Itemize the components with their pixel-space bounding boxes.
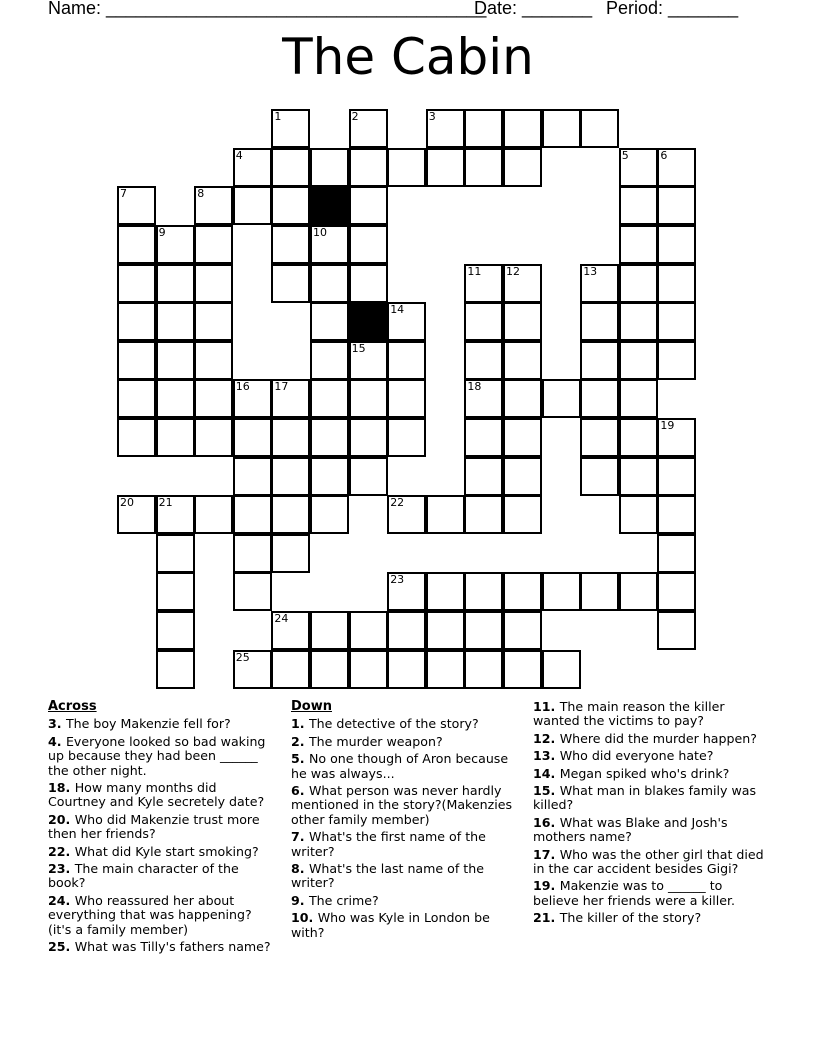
grid-cell[interactable] [580, 302, 619, 341]
grid-cell[interactable] [233, 457, 272, 496]
grid-cell[interactable] [194, 186, 233, 225]
grid-cell[interactable] [310, 225, 349, 264]
grid-cell[interactable] [657, 148, 696, 187]
grid-cell[interactable] [271, 225, 310, 264]
clue-item: 23. The main character of the book? [48, 861, 239, 891]
grid-cell[interactable] [271, 650, 310, 689]
grid-cell[interactable] [503, 302, 542, 341]
black-square [349, 302, 388, 341]
grid-cell[interactable] [271, 148, 310, 187]
clue-number: 3 [428, 110, 436, 124]
grid-cell[interactable] [194, 495, 233, 534]
grid-cell[interactable] [156, 302, 195, 341]
grid-cell[interactable] [387, 418, 426, 457]
grid-cell[interactable] [619, 186, 658, 225]
clue-number: 24 [274, 612, 289, 625]
grid-cell[interactable] [117, 302, 156, 341]
grid-cell[interactable] [657, 302, 696, 341]
grid-cell[interactable] [657, 341, 696, 380]
grid-cell[interactable] [503, 418, 542, 457]
grid-cell[interactable] [464, 264, 503, 303]
grid-cell[interactable] [464, 611, 503, 650]
clue-number: 17 [274, 380, 289, 394]
clue-number: 12 [506, 264, 520, 278]
grid-cell[interactable] [619, 379, 658, 418]
clue-item: 25. What was Tilly's fathers name? [48, 939, 271, 955]
clue-item: 7. What's the first name of the writer? [291, 829, 486, 859]
down-clues [291, 700, 519, 943]
down-heading: Down [291, 699, 332, 714]
clue-number: 25 [235, 650, 250, 664]
grid-cell[interactable] [156, 225, 195, 264]
grid-cell[interactable] [387, 650, 426, 689]
grid-cell[interactable] [426, 572, 465, 611]
grid-cell[interactable] [233, 534, 272, 573]
grid-cell[interactable] [349, 109, 388, 148]
grid-cell[interactable] [156, 495, 195, 534]
clue-item: 9. The crime? [291, 892, 379, 908]
grid-cell[interactable] [580, 572, 619, 611]
grid-cell[interactable] [117, 186, 156, 225]
grid-cell[interactable] [503, 495, 542, 534]
grid-cell[interactable] [233, 379, 272, 418]
grid-cell[interactable] [117, 418, 156, 457]
grid-cell[interactable] [503, 572, 542, 611]
grid-cell[interactable] [194, 418, 233, 457]
grid-cell[interactable] [156, 572, 195, 611]
grid-cell[interactable] [271, 495, 310, 534]
clue-item: 24. Who reassured her about everything that was happening? (it's a family member) [48, 892, 252, 937]
grid-cell[interactable] [426, 611, 465, 650]
across-heading: Across [48, 699, 97, 714]
grid-cell[interactable] [271, 534, 310, 573]
clue-number: 6 [660, 148, 668, 162]
period-field-label[interactable]: Period: _______ [606, 0, 739, 18]
grid-cell[interactable] [233, 572, 272, 611]
grid-cell[interactable] [194, 341, 233, 380]
grid-cell[interactable] [580, 457, 619, 496]
grid-cell[interactable] [349, 457, 388, 496]
clue-item: 12. Where did the murder happen? [533, 730, 757, 746]
grid-cell[interactable] [464, 457, 503, 496]
grid-cell[interactable] [619, 572, 658, 611]
grid-cell[interactable] [156, 611, 195, 650]
clue-item: 6. What person was never hardly mentioned in the story?(Makenzies other family member) [291, 783, 513, 827]
grid-cell[interactable] [464, 650, 503, 689]
grid-cell[interactable] [271, 186, 310, 225]
grid-cell[interactable] [464, 418, 503, 457]
grid-cell[interactable] [387, 572, 426, 611]
grid-cell[interactable] [310, 302, 349, 341]
grid-cell[interactable] [194, 379, 233, 418]
clue-number: 7 [120, 187, 127, 201]
grid-cell[interactable] [503, 148, 542, 187]
grid-cell[interactable] [426, 650, 465, 689]
grid-cell[interactable] [349, 418, 388, 457]
grid-cell[interactable] [580, 109, 619, 148]
grid-cell[interactable] [619, 457, 658, 496]
grid-cell[interactable] [233, 418, 272, 457]
clue-number: 14 [390, 303, 405, 317]
grid-cell[interactable] [657, 418, 696, 457]
clue-item: 10. Who was Kyle in London be with? [291, 910, 490, 940]
grid-cell[interactable] [619, 418, 658, 457]
grid-cell[interactable] [387, 379, 426, 418]
grid-cell[interactable] [310, 341, 349, 380]
grid-cell[interactable] [387, 148, 426, 187]
clue-number: 11 [467, 264, 482, 278]
clue-item: 22. What did Kyle start smoking? [48, 843, 259, 859]
across-clues [48, 700, 276, 958]
clue-item: 19. Makenzie was to ______ to believe her friends were a killer. [533, 878, 735, 908]
grid-cell[interactable] [349, 379, 388, 418]
name-field-label[interactable]: Name: ______________________________________ [48, 0, 487, 18]
grid-cell[interactable] [156, 650, 195, 689]
grid-cell[interactable] [503, 611, 542, 650]
grid-cell[interactable] [156, 341, 195, 380]
grid-cell[interactable] [503, 379, 542, 418]
grid-cell[interactable] [310, 379, 349, 418]
grid-cell[interactable] [619, 302, 658, 341]
grid-cell[interactable] [233, 148, 272, 187]
grid-cell[interactable] [426, 148, 465, 187]
grid-cell[interactable] [503, 109, 542, 148]
grid-cell[interactable] [619, 148, 658, 187]
grid-cell[interactable] [310, 264, 349, 303]
grid-cell[interactable] [349, 611, 388, 650]
grid-cell[interactable] [580, 379, 619, 418]
clue-item: 16. What was Blake and Josh's mothers name? [533, 814, 728, 845]
grid-cell[interactable] [156, 534, 195, 573]
grid-cell[interactable] [657, 572, 696, 611]
grid-cell[interactable] [310, 418, 349, 457]
grid-cell[interactable] [271, 379, 310, 418]
clue-number: 15 [351, 341, 366, 355]
grid-cell[interactable] [387, 611, 426, 650]
page-title: The Cabin [282, 28, 534, 86]
grid-cell[interactable] [310, 457, 349, 496]
clue-number: 1 [274, 110, 282, 124]
grid-cell[interactable] [156, 418, 195, 457]
grid-cell[interactable] [657, 264, 696, 303]
grid-cell[interactable] [117, 225, 156, 264]
grid-cell[interactable] [349, 225, 388, 264]
clue-number: 21 [158, 496, 173, 510]
grid-cell[interactable] [503, 264, 542, 303]
clue-item: 1. The detective of the story? [291, 716, 479, 732]
grid-cell[interactable] [233, 650, 272, 689]
grid-cell[interactable] [310, 148, 349, 187]
clue-number: 20 [120, 496, 134, 510]
grid-cell[interactable] [657, 611, 696, 650]
clue-item: 13. Who did everyone hate? [533, 748, 714, 764]
clue-item: 18. How many months did Courtney and Kyle secretely date? [48, 780, 265, 810]
grid-cell[interactable] [503, 341, 542, 380]
grid-cell[interactable] [349, 264, 388, 303]
grid-cell[interactable] [271, 611, 310, 650]
clue-number: 4 [235, 148, 243, 162]
clue-item: 5. No one though of Aron because he was always... [291, 751, 509, 781]
grid-cell[interactable] [117, 379, 156, 418]
grid-cell[interactable] [117, 495, 156, 534]
grid-cell[interactable] [349, 650, 388, 689]
grid-cell[interactable] [619, 495, 658, 534]
grid-cell[interactable] [349, 148, 388, 187]
grid-cell[interactable] [580, 341, 619, 380]
grid-cell[interactable] [426, 109, 465, 148]
grid-cell[interactable] [349, 341, 388, 380]
clue-number: 16 [235, 380, 250, 394]
grid-cell[interactable] [542, 379, 581, 418]
clue-item: 8. What's the last name of the writer? [291, 861, 484, 891]
grid-cell[interactable] [619, 225, 658, 264]
clue-item: 15. What man in blakes family was killed? [533, 783, 757, 813]
clue-number: 8 [197, 187, 205, 201]
down-clues-continued [533, 700, 765, 929]
clue-item: 4. Everyone looked so bad waking up because they had been ______ the other night. [48, 733, 266, 778]
clue-number: 5 [621, 148, 629, 162]
clue-item: 3. The boy Makenzie fell for? [48, 716, 231, 732]
grid-cell[interactable] [657, 186, 696, 225]
grid-cell[interactable] [194, 264, 233, 303]
grid-cell[interactable] [464, 572, 503, 611]
grid-cell[interactable] [156, 379, 195, 418]
grid-cell[interactable] [117, 341, 156, 380]
grid-cell[interactable] [580, 418, 619, 457]
grid-cell[interactable] [657, 225, 696, 264]
grid-cell[interactable] [503, 457, 542, 496]
clue-number: 23 [390, 573, 405, 587]
grid-cell[interactable] [619, 264, 658, 303]
grid-cell[interactable] [657, 495, 696, 534]
grid-cell[interactable] [156, 264, 195, 303]
grid-cell[interactable] [542, 650, 581, 689]
clue-number: 13 [583, 264, 598, 278]
clue-number: 18 [467, 380, 482, 394]
clue-item: 11. The main reason the killer wanted the victims to pay? [533, 699, 725, 729]
clue-item: 20. Who did Makenzie trust more then her friends? [48, 811, 260, 842]
clue-number: 10 [313, 226, 327, 239]
grid-cell[interactable] [271, 109, 310, 148]
grid-cell[interactable] [542, 572, 581, 611]
grid-cell[interactable] [464, 302, 503, 341]
grid-cell[interactable] [464, 495, 503, 534]
grid-cell[interactable] [233, 186, 272, 225]
grid-cell[interactable] [464, 341, 503, 380]
grid-cell[interactable] [271, 264, 310, 303]
grid-cell[interactable] [310, 650, 349, 689]
grid-cell[interactable] [310, 611, 349, 650]
clue-item: 17. Who was the other girl that died in the car accident besides Gigi? [533, 846, 764, 877]
grid-cell[interactable] [387, 341, 426, 380]
clue-item: 14. Megan spiked who's drink? [533, 765, 730, 781]
grid-cell[interactable] [503, 650, 542, 689]
grid-cell[interactable] [387, 302, 426, 341]
grid-cell[interactable] [310, 495, 349, 534]
grid-cell[interactable] [271, 457, 310, 496]
grid-cell[interactable] [464, 379, 503, 418]
grid-cell[interactable] [426, 495, 465, 534]
clue-number: 19 [660, 419, 675, 432]
grid-cell[interactable] [657, 534, 696, 573]
grid-cell[interactable] [117, 264, 156, 303]
grid-cell[interactable] [349, 186, 388, 225]
grid-cell[interactable] [387, 495, 426, 534]
grid-cell[interactable] [580, 264, 619, 303]
clue-number: 22 [390, 496, 405, 510]
clue-number: 2 [351, 110, 359, 124]
black-square [310, 186, 349, 225]
grid-cell[interactable] [657, 457, 696, 496]
clue-item: 21. The killer of the story? [533, 910, 702, 926]
clue-item: 2. The murder weapon? [291, 733, 443, 749]
grid-cell[interactable] [464, 148, 503, 187]
grid-cell[interactable] [542, 109, 581, 148]
date-field-label[interactable]: Date: _______ [474, 0, 593, 18]
clue-number: 9 [158, 226, 166, 239]
grid-cell[interactable] [464, 109, 503, 148]
grid-cell[interactable] [194, 302, 233, 341]
grid-cell[interactable] [194, 225, 233, 264]
grid-cell[interactable] [233, 495, 272, 534]
grid-cell[interactable] [271, 418, 310, 457]
grid-cell[interactable] [619, 341, 658, 380]
